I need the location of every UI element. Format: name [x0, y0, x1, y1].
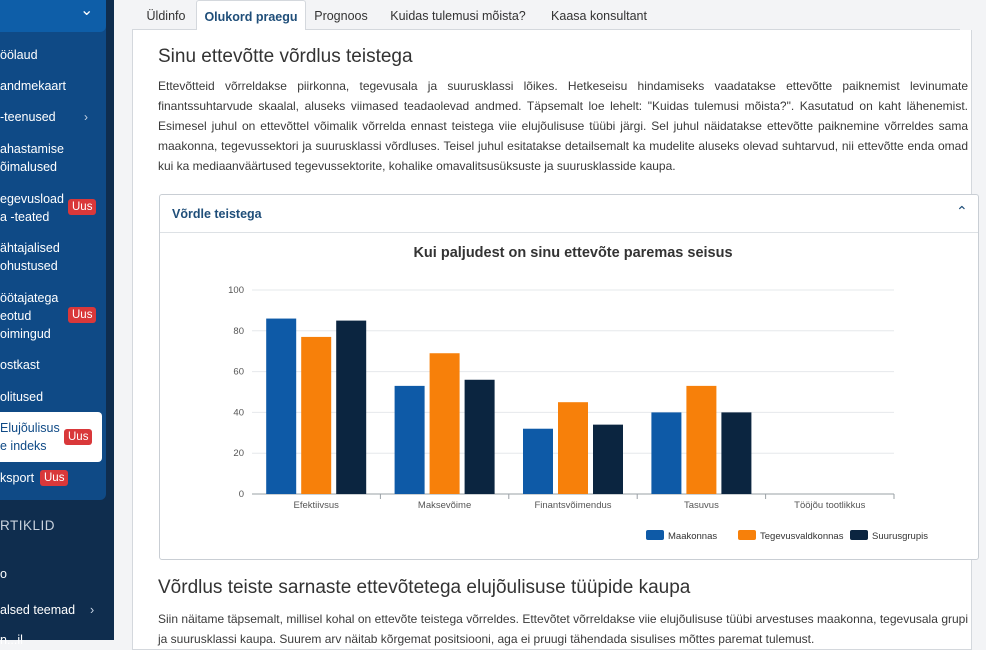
tab-olukord-praegu[interactable]: Olukord praegu — [196, 0, 306, 31]
chevron-down-icon: ⌄ — [80, 2, 94, 19]
sidebar-item-label: ohustused — [0, 259, 58, 273]
sidebar-item-toolaud[interactable] — [0, 46, 38, 64]
new-badge: Uus — [68, 307, 96, 323]
sidebar-item-teenused[interactable] — [0, 108, 88, 126]
tab-uldinfo[interactable]: Üldinfo — [146, 9, 186, 23]
sidebar-item-label: -teenused — [0, 110, 56, 124]
tab-bar — [132, 0, 960, 30]
bar — [593, 425, 623, 494]
legend-swatch — [850, 530, 868, 540]
y-tick-label: 60 — [233, 366, 244, 378]
sidebar-item-lower-3[interactable] — [0, 633, 23, 647]
sidebar-item-eksport[interactable] — [0, 469, 65, 487]
sidebar-item-label: õimalused — [0, 160, 57, 174]
sidebar-collapse-toggle[interactable] — [0, 0, 106, 32]
x-tick-label: Efektiivsus — [293, 500, 339, 511]
sidebar-item-label: a -teated — [0, 210, 50, 224]
x-tick-label: Tasuvus — [683, 500, 719, 511]
y-tick-label: 40 — [233, 407, 244, 419]
sidebar-item-lower-2[interactable] — [0, 603, 95, 617]
bar — [301, 337, 331, 494]
new-badge: Uus — [68, 199, 96, 215]
sidebar-item-label: n...il — [0, 633, 23, 647]
sidebar-item-label: ähtajalised — [0, 241, 60, 255]
sidebar-item-label: egevusload — [0, 192, 64, 206]
y-tick-label: 100 — [228, 285, 244, 296]
section-paragraph: Siin näitame täpsemalt, millisel kohal on ettevõte teistega võrreldes. Ettevõtet võrreldakse viie elujõulisuse tüübi arvestuses maakonna, tegevusala grupi ja suurusklassi kaupa. Suurem arv näitab kõrgemat positsiooni, aga ei pruugi tähendada sisulises mõttes paremat tulemust. — [158, 612, 968, 646]
sidebar-item-label: e indeks — [0, 439, 47, 453]
sidebar-item-koolitused[interactable] — [0, 388, 43, 406]
new-badge: Uus — [64, 429, 92, 445]
legend-swatch — [646, 530, 664, 540]
intro-paragraph: Ettevõtteid võrreldakse piirkonna, tegevusala ja suurusklassi lõikes. Hetkeseisu hindamiseks vaadatakse ettevõtte paiknemist levinumate finantssuhtarvude skaalal, aluseks viimased teadaolevad andmed. Täpsemalt loe lehelt: "Kuidas tulemusi mõista?". Kasutatud on kaht lähenemist. Esimesel juhul on ettevõttel võimalik võrrelda ennast teistega viie elujõulisuse tüübi järgi. Sel juhul näidatakse ettevõtte paiknemine võrreldes sama maakonna, tegevussektori ja suurusklassi võrdluses. Teisel juhul esitatakse detailsemalt ka mudelite aluseks olevad suhtarvud, nii ettevõtte enda omad kui ka mediaanväärtused tegevussektorite, kohalike omavalitsusüksuste ja suurusklasside kaupa. — [158, 79, 968, 173]
x-tick-label: Tööjõu tootlikkus — [794, 500, 866, 511]
sidebar-item-label: oimingud — [0, 327, 51, 341]
sidebar-item-label: Elujõulisus — [0, 421, 60, 435]
legend-swatch — [738, 530, 756, 540]
bar — [558, 402, 588, 494]
sidebar-item-label: ksport — [0, 471, 35, 485]
sidebar-item-tegevusload[interactable] — [0, 190, 93, 226]
sidebar-item-rahastamise[interactable] — [0, 140, 64, 176]
sidebar-item-label: andmekaart — [0, 79, 67, 93]
new-badge: Uus — [40, 470, 68, 486]
main-content — [132, 30, 972, 650]
sidebar-item-label: ahastamise — [0, 142, 64, 156]
card-title: Võrdle teistega — [172, 207, 262, 221]
bar — [523, 429, 553, 494]
y-tick-label: 20 — [233, 448, 244, 460]
legend-label: Tegevusvaldkonnas — [760, 531, 844, 542]
chevron-up-icon[interactable]: ⌃ — [956, 203, 968, 219]
sidebar-item-label: olitused — [0, 390, 44, 404]
legend-label: Maakonnas — [668, 531, 718, 542]
sidebar-item-postkast[interactable] — [0, 356, 40, 374]
bar — [430, 353, 460, 494]
tab-kuidas-tulemusi-moista[interactable]: Kuidas tulemusi mõista? — [390, 9, 526, 23]
sidebar-item-lower-1[interactable] — [0, 567, 7, 581]
y-tick-label: 80 — [233, 325, 244, 337]
page-title: Sinu ettevõtte võrdlus teistega — [158, 46, 413, 67]
sidebar-item-elujoulisus[interactable] — [0, 412, 102, 462]
x-tick-label: Maksevõime — [417, 500, 472, 511]
bar — [686, 386, 716, 494]
sidebar-item-label: alsed teemad — [0, 603, 76, 617]
sidebar-item-tahtajalised[interactable] — [0, 239, 60, 275]
section-title: Võrdlus teiste sarnaste ettevõtetega elujõulisuse tüüpide kaupa — [158, 577, 691, 598]
chevron-right-icon: › — [84, 110, 88, 124]
bar-chart — [160, 275, 986, 559]
tab-prognoos[interactable]: Prognoos — [314, 9, 368, 23]
bar — [651, 412, 681, 494]
sidebar-item-label: ostkast — [0, 358, 40, 372]
sidebar-item-tootajatega[interactable] — [0, 289, 93, 343]
bar — [721, 412, 751, 494]
chevron-right-icon: › — [90, 603, 95, 617]
sidebar — [0, 0, 114, 647]
x-tick-label: Finantsvõimendus — [534, 500, 612, 511]
sidebar-item-label: öölaud — [0, 48, 38, 62]
legend-label: Suurusgrupis — [872, 531, 928, 542]
compare-card-header[interactable] — [160, 195, 978, 233]
sidebar-item-label: öötajatega — [0, 291, 59, 305]
bar — [266, 319, 296, 494]
bar — [336, 321, 366, 494]
sidebar-item-andmekaart[interactable] — [0, 77, 66, 95]
sidebar-section-heading: RTIKLID — [0, 518, 56, 533]
chart-title: Kui paljudest on sinu ettevõte paremas seisus — [413, 245, 733, 261]
y-tick-label: 0 — [238, 489, 244, 500]
tab-kaasa-konsultant[interactable]: Kaasa konsultant — [551, 9, 647, 23]
compare-card — [159, 194, 979, 560]
sidebar-item-label: o — [0, 567, 7, 581]
bar — [395, 386, 425, 494]
sidebar-item-label: eotud — [0, 309, 32, 323]
bar — [465, 380, 495, 494]
